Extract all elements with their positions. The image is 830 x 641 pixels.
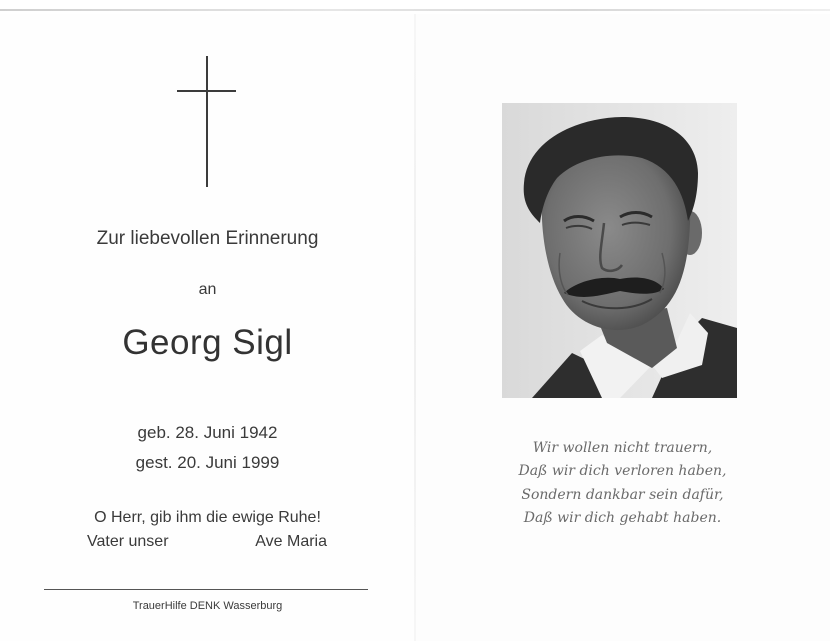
- birth-date: geb. 28. Juni 1942: [137, 423, 278, 442]
- death-date: gest. 20. Juni 1999: [135, 453, 280, 472]
- poem-line-1: Wir wollen nicht trauern,: [532, 440, 713, 456]
- prayer-text: O Herr, gib ihm die ewige Ruhe!: [94, 509, 321, 526]
- deceased-name: Georg Sigl: [122, 323, 293, 362]
- portrait-illustration: [502, 103, 737, 398]
- prayer-names: [87, 533, 327, 551]
- publisher-footer: TrauerHilfe DENK Wasserburg: [132, 600, 283, 612]
- card-top-edge: [0, 9, 830, 11]
- poem-line-4: Daß wir dich gehabt haben.: [523, 509, 722, 526]
- memorial-poem: [415, 437, 830, 530]
- prayer-ave-maria: Ave Maria: [255, 533, 327, 550]
- poem-line-3: Sondern dankbar sein dafür,: [521, 486, 724, 503]
- memorial-heading: Zur liebevollen Erinnerung: [96, 228, 319, 249]
- cross-horizontal-bar: [177, 90, 236, 92]
- poem-line-2: Daß wir dich verloren haben,: [518, 463, 727, 480]
- footer-divider: [44, 589, 368, 590]
- connector-text: an: [198, 281, 217, 298]
- portrait-photo: [502, 103, 737, 398]
- prayer-vater-unser: Vater unser: [87, 533, 169, 550]
- cross-vertical-bar: [206, 56, 208, 187]
